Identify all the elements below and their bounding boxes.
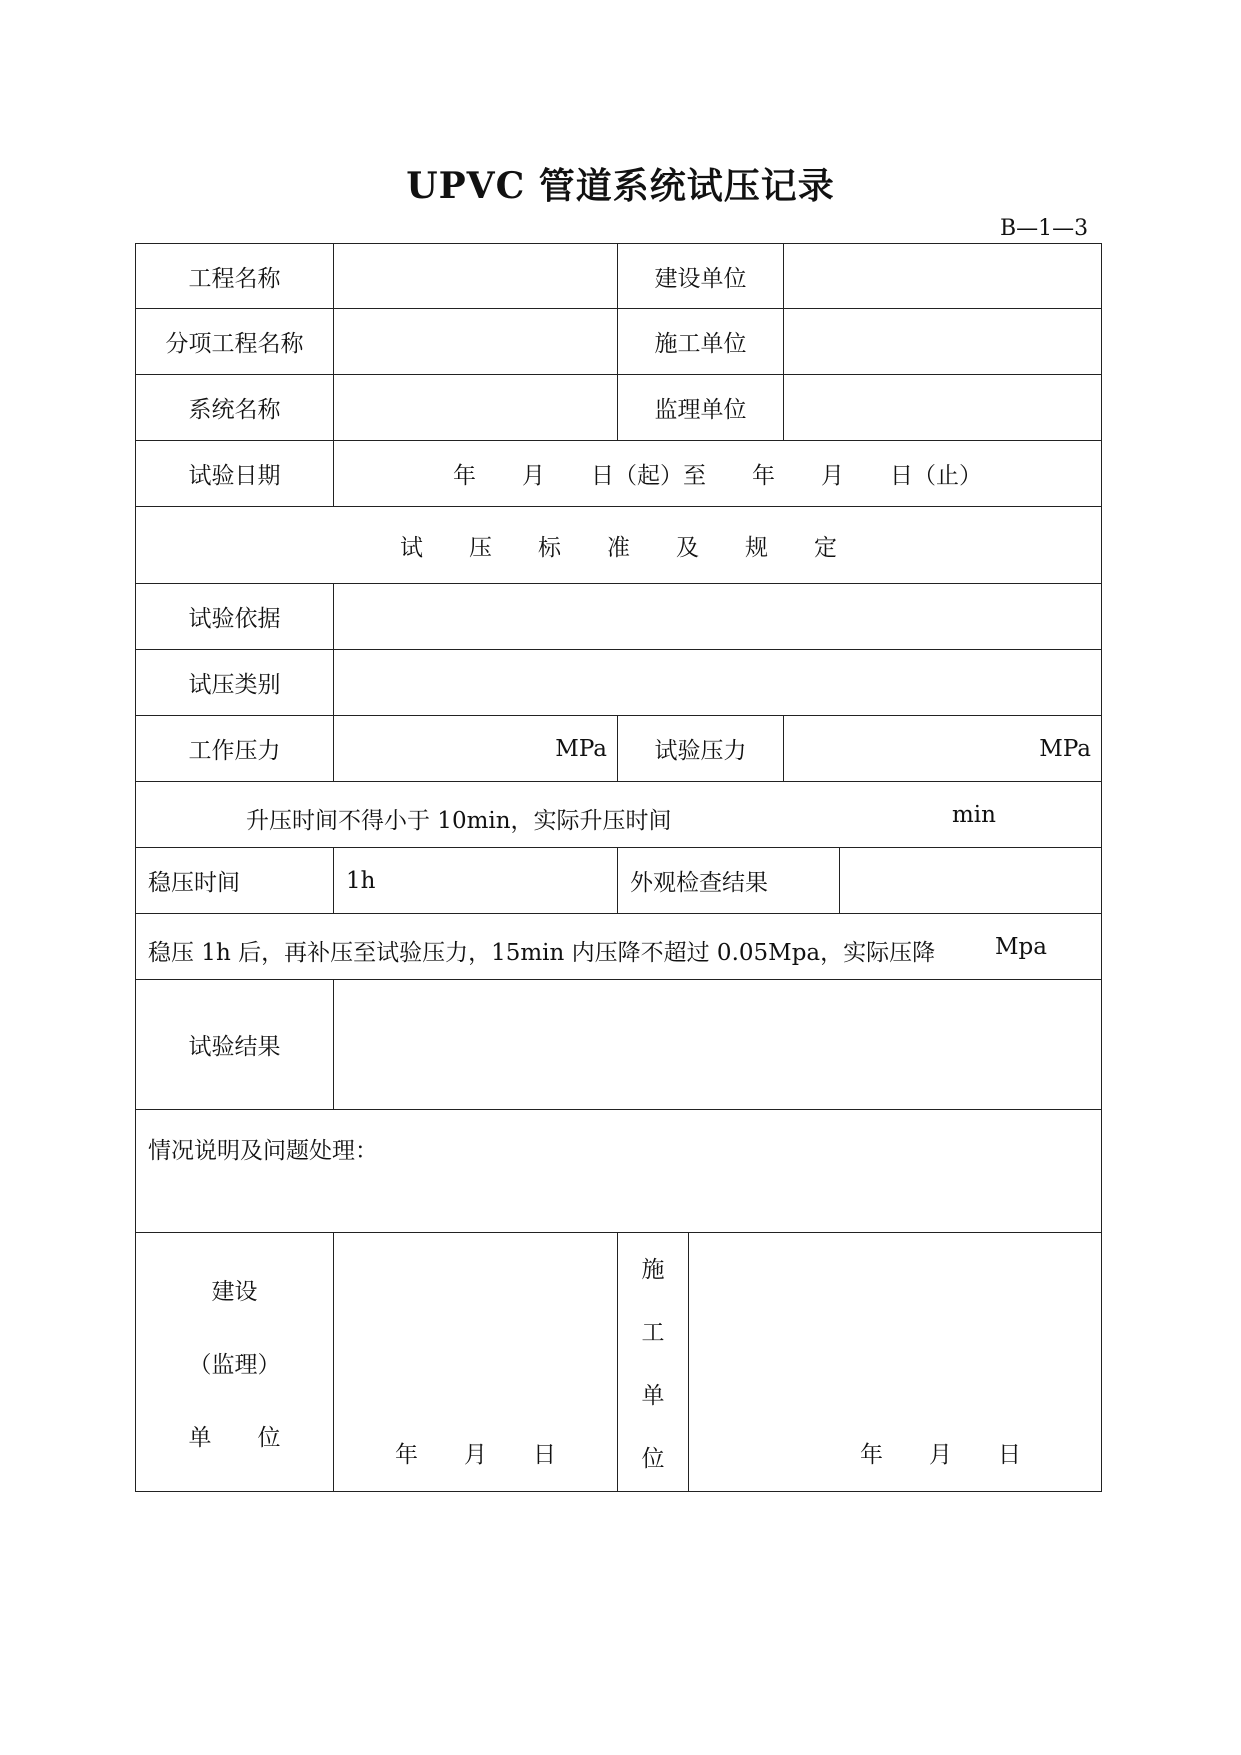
sub-project-field[interactable] — [333, 308, 618, 375]
builder-unit-field[interactable] — [783, 308, 1102, 375]
appearance-label: 外观检查结果 — [617, 847, 840, 914]
builder-unit-label: 施工单位 — [617, 308, 784, 375]
working-pressure-field[interactable] — [333, 715, 618, 782]
pressurize-text: 升压时间不得小于 10min，实际升压时间 — [246, 808, 672, 834]
appearance-field[interactable] — [839, 847, 1102, 914]
test-type-label: 试压类别 — [135, 649, 334, 716]
builder-char-2: 工 — [641, 1320, 665, 1346]
owner-line1: 建设 — [211, 1278, 258, 1305]
test-pressure-field[interactable] — [783, 715, 1102, 782]
working-pressure-unit: MPa — [555, 735, 607, 762]
working-pressure-label: 工作压力 — [135, 715, 334, 782]
test-pressure-label: 试验压力 — [617, 715, 784, 782]
owner-signature-area[interactable] — [333, 1232, 618, 1492]
pressure-drop-unit: Mpa — [995, 934, 1047, 960]
owner-line3: 单 位 — [188, 1424, 281, 1451]
supervision-unit-field[interactable] — [783, 374, 1102, 441]
test-type-field[interactable] — [333, 649, 1102, 716]
sub-project-label: 分项工程名称 — [135, 308, 334, 375]
standard-header: 试 压 标 准 及 规 定 — [135, 506, 1102, 584]
project-name-label: 工程名称 — [135, 243, 334, 309]
builder-char-3: 单 — [641, 1383, 665, 1409]
test-date-field[interactable]: 年 月 日（起）至 年 月 日（止） — [333, 440, 1102, 507]
construction-unit-field[interactable] — [783, 243, 1102, 309]
form-code: B—1—3 — [1000, 216, 1089, 241]
system-name-label: 系统名称 — [135, 374, 334, 441]
builder-char-1: 施 — [641, 1257, 665, 1283]
owner-unit-cell — [135, 1232, 334, 1492]
supervision-unit-label: 监理单位 — [617, 374, 784, 441]
builder-date: 年 月 日 — [860, 1442, 1021, 1468]
page-title: UPVC 管道系统试压记录 — [406, 165, 835, 207]
construction-unit-label: 建设单位 — [617, 243, 784, 309]
notes-area[interactable] — [135, 1109, 1102, 1233]
project-name-field[interactable] — [333, 243, 618, 309]
pressure-drop-text: 稳压 1h 后，再补压至试验压力，15min 内压降不超过 0.05Mpa，实际压降 — [148, 940, 936, 966]
builder-char-4: 位 — [641, 1446, 665, 1472]
pressurize-unit: min — [952, 802, 996, 828]
test-pressure-unit: MPa — [1039, 735, 1091, 762]
builder-unit-cell — [617, 1232, 689, 1492]
test-result-field[interactable] — [333, 979, 1102, 1110]
test-basis-field[interactable] — [333, 583, 1102, 650]
owner-date: 年 月 日 — [395, 1442, 556, 1468]
test-date-label: 试验日期 — [135, 440, 334, 507]
notes-label: 情况说明及问题处理： — [148, 1138, 378, 1164]
test-basis-label: 试验依据 — [135, 583, 334, 650]
owner-line2: （监理） — [188, 1351, 281, 1378]
stable-time-label: 稳压时间 — [135, 847, 334, 914]
stable-time-field[interactable]: 1h — [333, 847, 618, 914]
test-result-label: 试验结果 — [135, 979, 334, 1110]
system-name-field[interactable] — [333, 374, 618, 441]
builder-signature-area[interactable] — [688, 1232, 1102, 1492]
